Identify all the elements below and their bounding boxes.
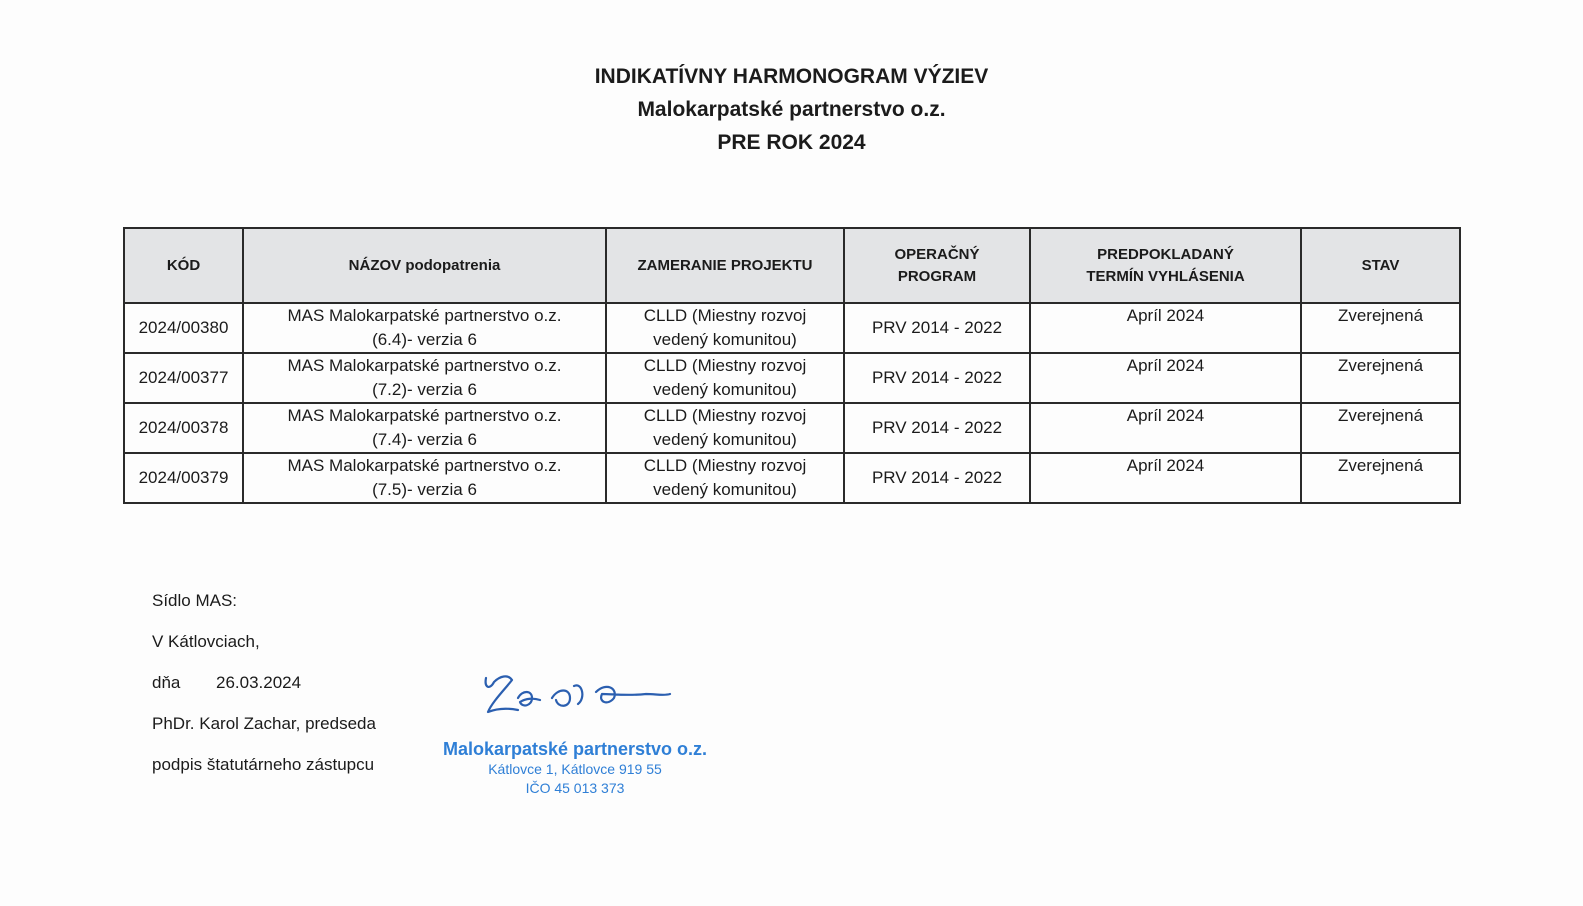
cell-nazov [243,303,606,353]
cell-kod: 2024/00378 [124,403,243,453]
header-program-line2: PROGRAM [897,267,977,285]
cell-nazov-line1: MAS Malokarpatské partnerstvo o.z. [287,306,562,325]
footer-sidlo: Sídlo MAS: [152,591,238,610]
cell-termin: Apríl 2024 [1030,403,1301,453]
header-nazov: NÁZOV podopatrenia [243,228,606,303]
header-termin-line1: PREDPOKLADANÝ [1097,245,1234,263]
cell-termin: Apríl 2024 [1030,303,1301,353]
cell-stav: Zverejnená [1301,353,1460,403]
title-line-3: PRE ROK 2024 [717,131,866,154]
cell-nazov [243,453,606,503]
footer-date-line [152,662,376,703]
table-header-row [124,228,1460,303]
cell-zameranie-line2: vedený komunitou) [653,380,797,399]
schedule-table [123,227,1461,504]
footer-signatory: PhDr. Karol Zachar, predseda [152,714,376,733]
cell-program: PRV 2014 - 2022 [844,303,1030,353]
footer-block [152,580,376,785]
cell-zameranie-line2: vedený komunitou) [653,430,797,449]
cell-program: PRV 2014 - 2022 [844,453,1030,503]
cell-zameranie [606,403,844,453]
header-program-line1: OPERAČNÝ [894,245,980,263]
cell-zameranie [606,453,844,503]
title-line-1: INDIKATÍVNY HARMONOGRAM VÝZIEV [594,65,989,88]
cell-program: PRV 2014 - 2022 [844,353,1030,403]
cell-zameranie-line1: CLLD (Miestny rozvoj [643,356,807,375]
cell-zameranie-line1: CLLD (Miestny rozvoj [643,406,807,425]
cell-nazov-line2: (7.2)- verzia 6 [372,380,477,399]
cell-termin: Apríl 2024 [1030,353,1301,403]
cell-nazov [243,353,606,403]
cell-zameranie [606,303,844,353]
table-row [124,453,1460,503]
signature-stroke [486,676,670,712]
header-stav: STAV [1301,228,1460,303]
cell-kod: 2024/00380 [124,303,243,353]
cell-stav: Zverejnená [1301,403,1460,453]
cell-nazov-line2: (7.5)- verzia 6 [372,480,477,499]
cell-nazov-line2: (6.4)- verzia 6 [372,330,477,349]
cell-zameranie-line1: CLLD (Miestny rozvoj [643,456,807,475]
cell-program: PRV 2014 - 2022 [844,403,1030,453]
cell-nazov-line1: MAS Malokarpatské partnerstvo o.z. [287,356,562,375]
cell-nazov-line2: (7.4)- verzia 6 [372,430,477,449]
stamp-line-2: Kátlovce 1, Kátlovce 919 55 [488,761,662,777]
footer-signature-label: podpis štatutárneho zástupcu [152,755,375,774]
organization-stamp [440,738,710,798]
title-line-2: Malokarpatské partnerstvo o.z. [637,98,946,121]
cell-kod: 2024/00379 [124,453,243,503]
handwritten-signature [478,668,678,728]
table-row [124,353,1460,403]
cell-stav: Zverejnená [1301,303,1460,353]
cell-nazov-line1: MAS Malokarpatské partnerstvo o.z. [287,456,562,475]
table-row [124,403,1460,453]
document-title [0,60,1583,159]
cell-termin: Apríl 2024 [1030,453,1301,503]
header-zameranie: ZAMERANIE PROJEKTU [606,228,844,303]
header-termin [1030,228,1301,303]
stamp-line-1: Malokarpatské partnerstvo o.z. [442,739,708,759]
footer-date-label: dňa [152,673,181,692]
stamp-line-3: IČO 45 013 373 [525,780,625,796]
footer-place: V Kátlovciach, [152,632,260,651]
cell-kod: 2024/00377 [124,353,243,403]
cell-nazov-line1: MAS Malokarpatské partnerstvo o.z. [287,406,562,425]
cell-zameranie [606,353,844,403]
cell-stav: Zverejnená [1301,453,1460,503]
footer-date: 26.03.2024 [216,673,302,692]
cell-nazov [243,403,606,453]
header-termin-line2: TERMÍN VYHLÁSENIA [1086,267,1245,285]
header-program [844,228,1030,303]
table-row [124,303,1460,353]
cell-zameranie-line2: vedený komunitou) [653,330,797,349]
header-kod: KÓD [124,228,243,303]
cell-zameranie-line2: vedený komunitou) [653,480,797,499]
cell-zameranie-line1: CLLD (Miestny rozvoj [643,306,807,325]
